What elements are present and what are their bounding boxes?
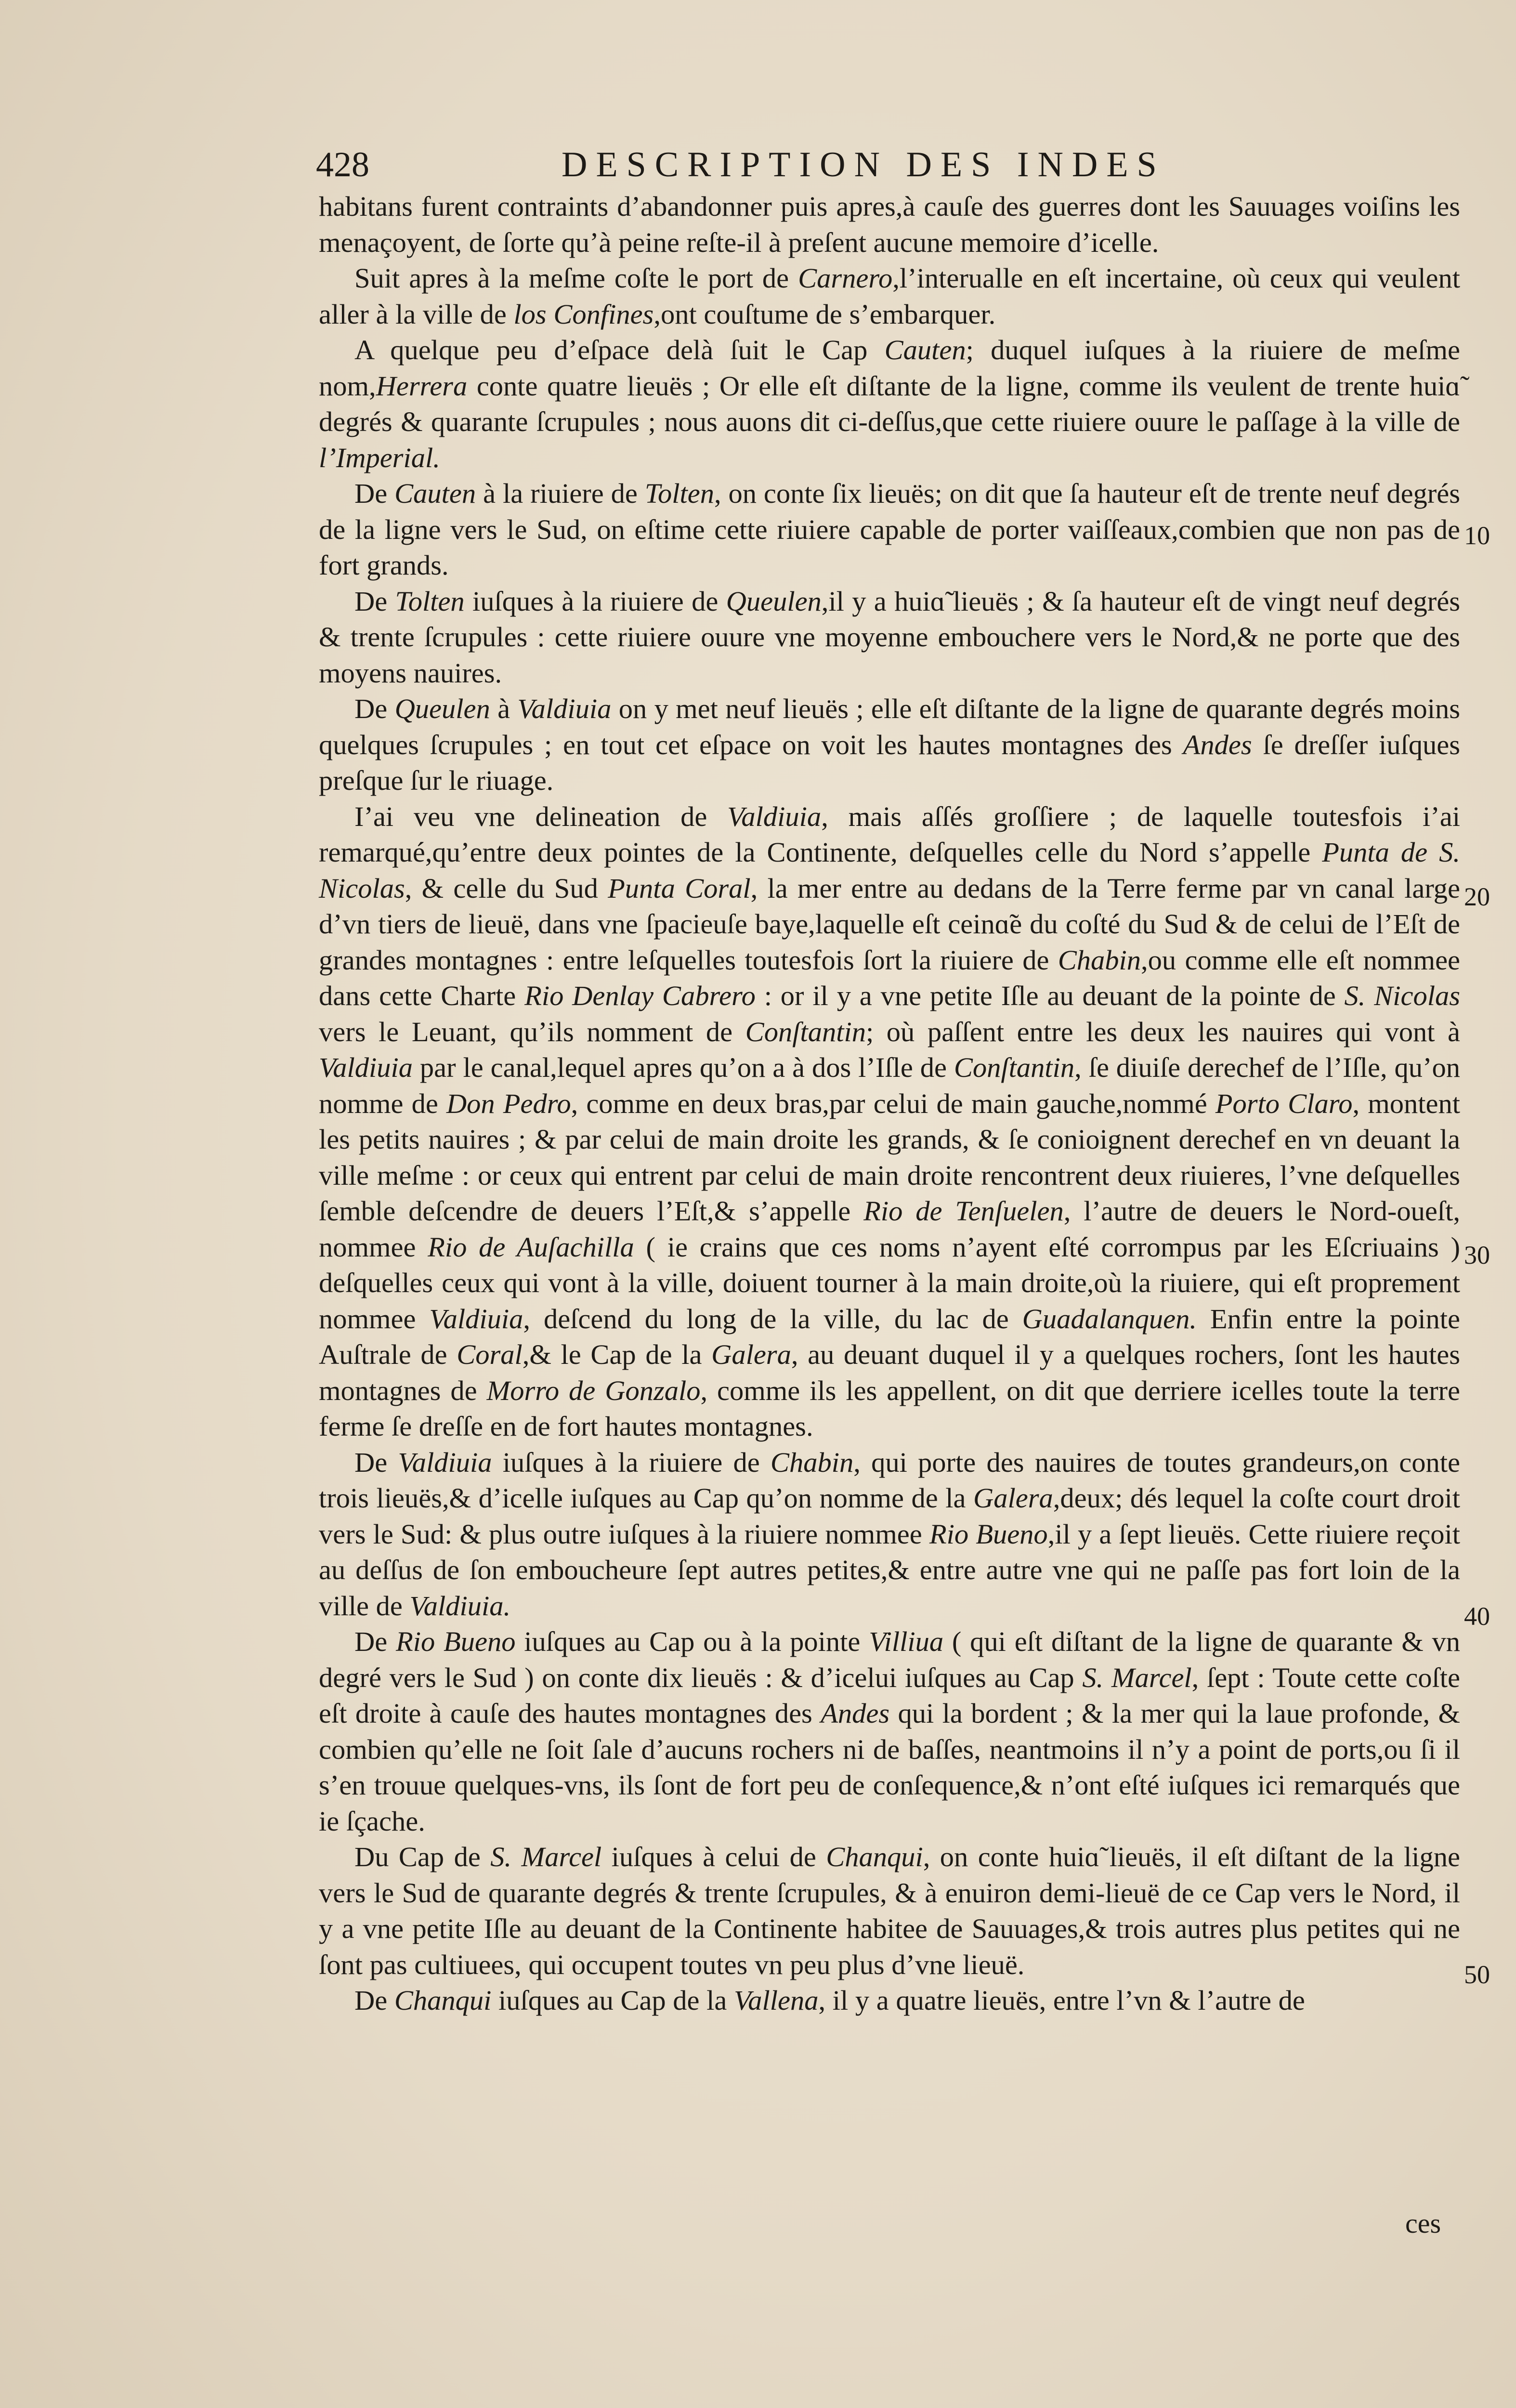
text-run: De xyxy=(354,585,395,617)
place-name: Chanqui xyxy=(826,1841,923,1872)
place-name: Valdiuia. xyxy=(409,1590,511,1622)
text-run: , qui porte des nauires de toutes grandeurs,on conte trois lieuës,& d’icelle iuſques au Cap qu’on nomme de la xyxy=(319,1446,1460,1514)
text-run: , & celle du Sud xyxy=(405,872,608,904)
text-run: : or il y a vne petite Iſle au deuant de la pointe de xyxy=(755,980,1345,1011)
place-name: Coral xyxy=(457,1339,523,1370)
place-name: Valdiuia xyxy=(398,1446,492,1478)
text-run: qui la bordent ; & la mer qui la laue profonde, & combien qu’elle ne ſoit ſale d’aucuns rochers ni de baſſes, neantmoins il n’y a point de ports,ou ſi il s’en trouue quelques-vns, ils ſont de fort peu de conſequence,& n’ont eſté iuſques ici remarqués que ie ſçache. xyxy=(319,1698,1460,1837)
place-name: Conſtantin xyxy=(954,1052,1075,1083)
text-run: ſe dreſſer iuſques preſque ſur le riuage. xyxy=(319,729,1461,796)
place-name: Queulen xyxy=(394,693,490,724)
margin-line-number: 30 xyxy=(1464,1241,1490,1269)
place-name: Carnero xyxy=(798,262,893,294)
place-name: los Confines xyxy=(513,298,654,330)
place-name: l’Imperial. xyxy=(319,442,440,473)
place-name: Andes xyxy=(821,1698,890,1729)
text-run: De xyxy=(354,478,395,509)
place-name: S. Nicolas xyxy=(1344,980,1461,1011)
place-name: Valdiuia xyxy=(429,1303,523,1335)
text-run: Suit apres à la meſme coſte le port de xyxy=(354,262,798,294)
text-run: iuſques au Cap de la xyxy=(491,1985,734,2016)
margin-line-number: 10 xyxy=(1464,521,1490,550)
text-run: conte quatre lieuës ; Or elle eſt diſtante de la ligne, comme ils veulent de trente huiɑ̃ degrés & quarante ſcrupules ; nous auons dit ci-deſſus,que cette riuiere ouure le paſſage à la ville de xyxy=(319,370,1460,437)
text-run: , on conte huiɑ̃ lieuës, il eſt diſtant de la ligne vers le Sud de quarante degrés & trente ſcrupules, & à enuiron demi-lieuë de ce Cap vers le Nord, il y a vne petite Iſle au deuant de la Continente habitee de Sauuages,& trois autres plus petites qui ne ſont pas cultiuees, qui occupent toutes vn peu plus d’vne lieuë. xyxy=(319,1841,1461,1980)
text-run: De xyxy=(354,1626,396,1657)
margin-line-number: 20 xyxy=(1464,882,1490,911)
text-run: ,ou comme elle eſt nommee dans cette Charte xyxy=(319,944,1460,1011)
text-run: ,il y a ſept lieuës. Cette riuiere reçoit au deſſus de ſon emboucheure ſept autres petites,& entre autre vne qui ne paſſe pas fort loin de la ville de xyxy=(319,1518,1461,1622)
place-name: Tolten xyxy=(644,478,714,509)
paragraph xyxy=(319,1445,1460,1624)
text-run: ,deux; dés lequel la coſte court droit vers le Sud: & plus outre iuſques à la riuiere nommee xyxy=(319,1482,1461,1550)
folio-number: 428 xyxy=(316,145,369,184)
page-header xyxy=(316,141,1472,194)
body-text xyxy=(319,189,1460,2019)
text-run: , deſcend du long de la ville, du lac de xyxy=(523,1303,1022,1335)
place-name: Porto Claro xyxy=(1215,1087,1353,1119)
paragraph xyxy=(319,691,1460,799)
place-name: Rio Denlay Cabrero xyxy=(524,980,756,1011)
text-run: , mais aſſés groſſiere ; de laquelle toutesfois i’ai remarqué,qu’entre deux pointes de la Continente, deſquelles celle du Nord s’appelle xyxy=(319,800,1461,868)
place-name: Rio de Tenſuelen xyxy=(863,1195,1064,1227)
text-run: ; où paſſent entre les deux les nauires qui vont à xyxy=(865,1016,1460,1047)
paragraph xyxy=(319,1624,1460,1839)
paragraph xyxy=(319,332,1460,476)
text-run: , la mer entre au dedans de la Terre ferme par vn canal large d’vn tiers de lieuë, dans vne ſpacieuſe baye,laquelle eſt ceinɑ̃e du coſté du Sud & de celui de l’Eſt de grandes montagnes : entre leſquelles toutesfois ſort la riuiere de xyxy=(319,872,1460,976)
place-name: Don Pedro xyxy=(446,1087,571,1119)
paragraph xyxy=(319,261,1460,332)
place-name: Andes xyxy=(1183,729,1252,760)
text-run: habitans furent contraints d’abandonner puis apres,à cauſe des guerres dont les Sauuages voiſins les menaçoyent, de ſorte qu’à peine reſte-il à preſent aucune memoire d’icelle. xyxy=(319,191,1460,258)
text-run: ,l’interualle en eſt incertaine, où ceux qui veulent aller à la ville de xyxy=(319,262,1461,330)
text-run: , on conte ſix lieuës; on dit que ſa hauteur eſt de trente neuf degrés de la ligne vers le Sud, on eſtime cette riuiere capable de porter vaiſſeaux,combien que non pas de fort grands. xyxy=(319,478,1460,581)
text-run: A quelque peu d’eſpace delà ſuit le Cap xyxy=(354,334,885,366)
text-run: iuſques à celui de xyxy=(601,1841,826,1872)
place-name: Chabin xyxy=(1058,944,1141,976)
paragraph xyxy=(319,476,1460,584)
place-name: S. Marcel xyxy=(1082,1662,1192,1693)
place-name: Punta Coral xyxy=(608,872,751,904)
paragraph xyxy=(319,584,1460,692)
place-name: Chabin xyxy=(770,1446,854,1478)
paragraph xyxy=(319,1839,1460,1983)
place-name: Guadalanquen. xyxy=(1022,1303,1197,1335)
text-run: on y met neuf lieuës ; elle eſt diſtante de la ligne de quarante degrés moins quelques ſcrupules ; en tout cet eſpace on voit les hautes montagnes des xyxy=(319,693,1461,760)
catchword: ces xyxy=(1405,2208,1441,2239)
paragraph xyxy=(319,799,1460,1445)
place-name: Villiua xyxy=(869,1626,944,1657)
text-run: , ſe diuiſe derechef de l’Iſle, qu’on nomme de xyxy=(319,1052,1460,1119)
place-name: Rio de Auſachilla xyxy=(428,1231,634,1263)
paragraph xyxy=(319,189,1460,261)
place-name: Morro de Gonzalo xyxy=(486,1374,701,1406)
text-run: , montent les petits nauires ; & par celui de main droite les grands, & ſe conioignent derechef en vn deuant la ville meſme : or ceux qui entrent par celui de main droite rencontrent deux riuieres, l’vne deſquelles ſemble deſcendre de deuers l’Eſt,& s’appelle xyxy=(319,1087,1461,1227)
margin-line-number: 50 xyxy=(1464,1960,1490,1989)
place-name: Galera xyxy=(711,1339,791,1370)
text-run: , au deuant duquel il y a quelques rochers, ſont les hautes montagnes de xyxy=(319,1339,1460,1406)
place-name: Herrera xyxy=(376,370,468,402)
text-run: ( qui eſt diſtant de la ligne de quarante & vn degré vers le Sud ) on conte dix lieuës : & d’icelui iuſques au Cap xyxy=(319,1626,1461,1693)
text-run: à la riuiere de xyxy=(476,478,645,509)
text-run: , comme ils les appellent, on dit que derriere icelles toute la terre ferme ſe dreſſe en de fort hautes montagnes. xyxy=(319,1374,1461,1442)
text-run: , l’autre de deuers le Nord-oueſt, nommee xyxy=(319,1195,1460,1263)
text-run: iuſques à la riuiere de xyxy=(464,585,726,617)
place-name: Vallena xyxy=(734,1985,819,2016)
running-head: DESCRIPTION DES INDES xyxy=(562,145,1165,184)
place-name: Rio Bueno xyxy=(396,1626,516,1657)
place-name: S. Marcel xyxy=(490,1841,602,1872)
text-run: ,& le Cap de la xyxy=(522,1339,712,1370)
place-name: Valdiuia xyxy=(517,693,612,724)
text-run: iuſques au Cap ou à la pointe xyxy=(515,1626,869,1657)
place-name: Galera xyxy=(973,1482,1053,1514)
margin-line-number: 40 xyxy=(1464,1602,1490,1631)
text-run: De xyxy=(354,1985,394,2016)
text-run: ,il y a huiɑ̃ lieuës ; & ſa hauteur eſt de vingt neuf degrés & trente ſcrupules : cette riuiere ouure vne moyenne embouchere vers le Nord,& ne porte que des moyens nauires. xyxy=(319,585,1460,689)
place-name: Conſtantin xyxy=(745,1016,866,1047)
text-run: , comme en deux bras,par celui de main gauche,nommé xyxy=(571,1087,1215,1119)
text-run: , ſept : Toute cette coſte eſt droite à cauſe des hautes montagnes des xyxy=(319,1662,1461,1729)
place-name: Valdiuia xyxy=(319,1052,413,1083)
text-run: à xyxy=(490,693,518,724)
place-name: Valdiuia xyxy=(727,800,822,832)
place-name: Punta de S. Nicolas xyxy=(319,837,1460,904)
text-run: Du Cap de xyxy=(354,1841,491,1872)
text-run: De xyxy=(354,693,395,724)
text-run: iuſques à la riuiere de xyxy=(492,1446,771,1478)
text-run: I’ai veu vne delineation de xyxy=(354,800,728,832)
text-run: ( ie crains que ces noms n’ayent eſté corrompus par les Eſcriuains ) deſquelles ceux qui vont à la ville, doiuent tourner à la main droite,où la riuiere, qui eſt proprement nommee xyxy=(319,1231,1460,1335)
text-run: De xyxy=(354,1446,398,1478)
place-name: Chanqui xyxy=(394,1985,492,2016)
paragraph xyxy=(319,1983,1460,2019)
text-run: Enfin entre la pointe Auſtrale de xyxy=(319,1303,1460,1370)
text-run: , il y a quatre lieuës, entre l’vn & l’autre de xyxy=(818,1985,1305,2016)
text-run: ; duquel iuſques à la riuiere de meſme nom, xyxy=(319,334,1460,402)
text-run: ,ont couſtume de s’embarquer. xyxy=(653,298,996,330)
place-name: Cauten xyxy=(884,334,966,366)
place-name: Queulen xyxy=(726,585,822,617)
place-name: Cauten xyxy=(394,478,476,509)
place-name: Rio Bueno xyxy=(929,1518,1048,1550)
place-name: Tolten xyxy=(395,585,465,617)
text-run: vers le Leuant, qu’ils nomment de xyxy=(319,1016,745,1047)
text-run: par le canal,lequel apres qu’on a à dos l’Iſle de xyxy=(413,1052,954,1083)
